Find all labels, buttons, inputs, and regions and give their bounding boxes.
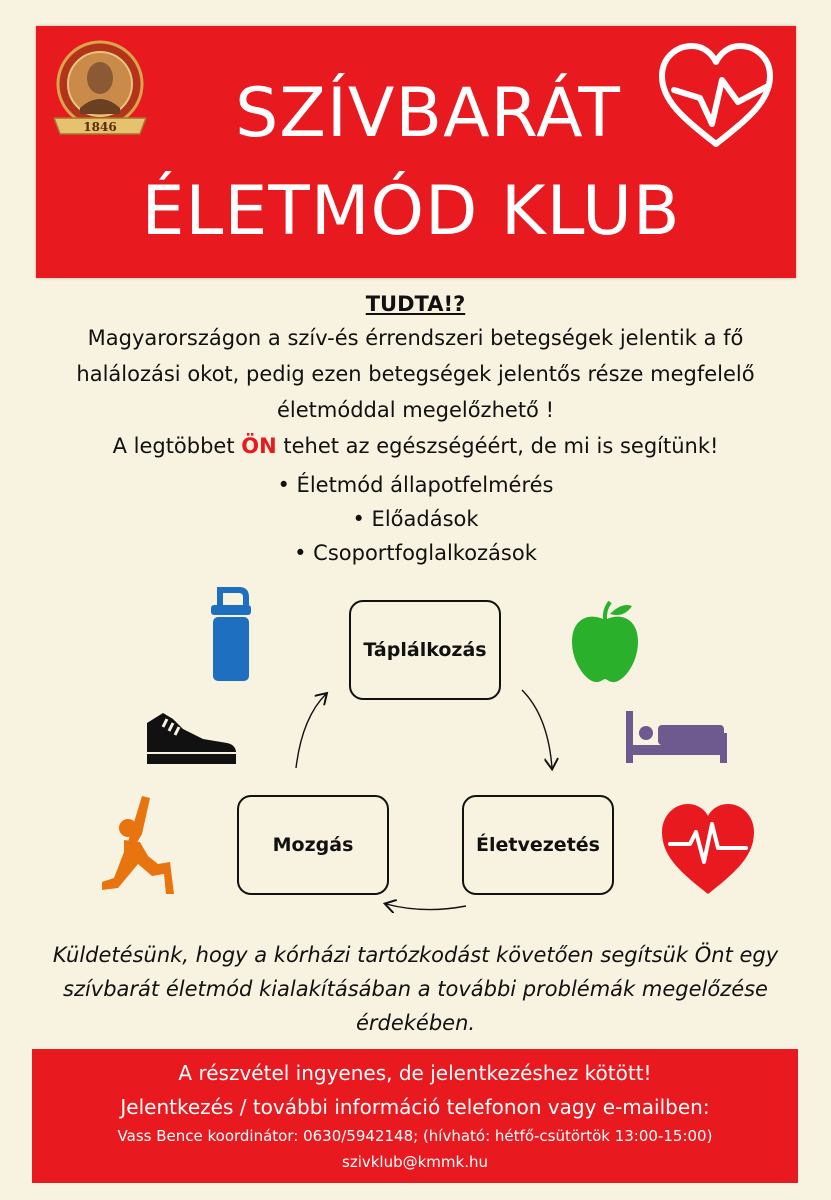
contact-footer (32, 1049, 798, 1183)
cycle-box-lifestyle: Életvezetés (462, 795, 614, 895)
free-participation-text: A részvétel ingyenes, de jelentkezéshez kötött! (178, 1061, 652, 1085)
seal-year: 1846 (83, 120, 117, 134)
page-title-line1: SZÍVBARÁT (235, 74, 621, 153)
cycle-box-nutrition: Táplálkozás (349, 600, 501, 700)
heartbeat-icon (660, 802, 756, 898)
help-highlight: ÖN (241, 434, 277, 458)
email-link[interactable]: szivklub@kmmk.hu (342, 1153, 488, 1171)
cycle-box-exercise: Mozgás (237, 795, 389, 895)
help-text-before: A legtöbbet (112, 434, 242, 458)
water-bottle-icon (203, 585, 257, 683)
list-item: • Csoportfoglalkozások (294, 541, 537, 565)
info-heading: TUDTA!? (365, 292, 466, 316)
page-title-line2: ÉLETMÓD KLUB (141, 172, 681, 251)
stretching-person-icon (98, 792, 178, 896)
apple-icon (570, 600, 640, 684)
bed-icon (624, 709, 728, 765)
mission-statement: Küldetésünk, hogy a kórházi tartózkodást követően segítsük Önt egy szívbarát életmód kialakításában a további problémák megelőzése érdekében. (52, 943, 779, 1035)
registration-info-text: Jelentkezés / további információ telefonon vagy e-mailben: (120, 1095, 710, 1119)
header-banner (36, 26, 796, 278)
intro-paragraph: Magyarországon a szív-és érrendszeri betegségek jelentik a fő halálozási okot, pedig ezen betegségek jelentős része megfelelő életmóddal megelőzhető ! (76, 326, 755, 422)
services-list (0, 468, 831, 570)
list-item: • Életmód állapotfelmérés (277, 473, 554, 497)
sneaker-icon (143, 709, 239, 765)
help-text-after: tehet az egészségéért, de mi is segítünk! (276, 434, 719, 458)
list-item: • Előadások (352, 507, 479, 531)
coordinator-contact: Vass Bence koordinátor: 0630/5942148; (hívható: hétfő-csütörtök 13:00-15:00) (117, 1127, 713, 1145)
help-statement (0, 434, 831, 458)
heart-outline-icon (656, 40, 776, 152)
